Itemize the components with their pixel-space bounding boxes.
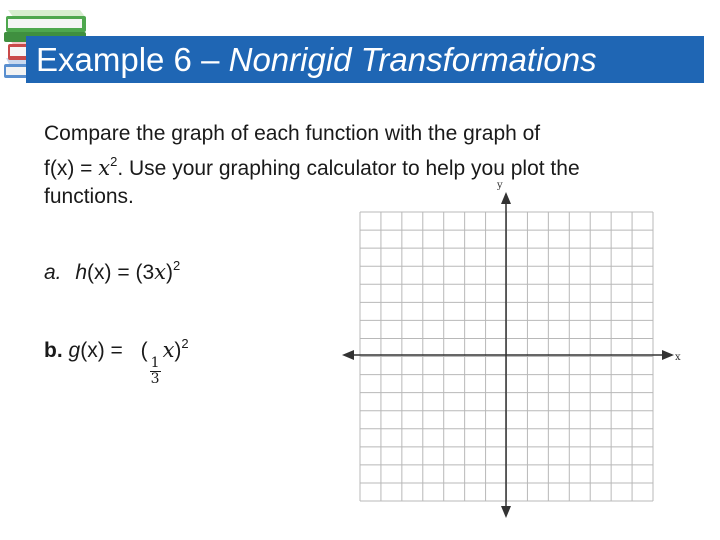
part-a-var: x (154, 260, 166, 284)
part-b-var: x (162, 338, 175, 362)
f-base: x (98, 156, 111, 180)
fraction-denominator: 3 (150, 371, 160, 387)
x-axis-label: x (675, 352, 681, 363)
x-axis-arrow-right (662, 350, 674, 360)
part-a-func-arg: (x) = (3 (87, 261, 155, 284)
y-axis-arrow-down (501, 506, 511, 518)
instructions-line-3: functions. (44, 185, 134, 208)
f-args: (x) = (49, 157, 99, 180)
instructions-line-2-rest: . Use your graphing calculator to help you plot the (117, 157, 580, 180)
f-name: f (44, 157, 50, 180)
part-b-open: ( (140, 339, 148, 362)
part-b-func-arg: (x) = (80, 339, 123, 362)
y-axis-arrow-up (501, 192, 511, 204)
part-a-label: a. (44, 261, 62, 284)
title-plain: Example 6 – (36, 41, 229, 78)
part-a-func-name: h (75, 261, 88, 284)
part-a-close: ) (165, 261, 173, 284)
y-axis-label: y (497, 180, 503, 191)
part-b-close: ) (174, 339, 182, 362)
instructions-line-1: Compare the graph of each function with the graph of (44, 122, 541, 145)
part-b-exponent: 2 (181, 336, 189, 351)
title-italic: Nonrigid Transformations (228, 41, 597, 78)
part-b (44, 326, 189, 387)
part-a (44, 252, 180, 287)
part-b-func-name: g (68, 339, 81, 362)
slide-title (36, 38, 597, 82)
fraction (150, 356, 161, 387)
coordinate-grid (340, 178, 685, 523)
part-a-exponent: 2 (172, 258, 181, 273)
f-exponent: 2 (110, 154, 118, 169)
fraction-numerator: 1 (150, 355, 160, 371)
part-b-label: b. (44, 339, 63, 362)
x-axis-arrow-left (342, 350, 354, 360)
